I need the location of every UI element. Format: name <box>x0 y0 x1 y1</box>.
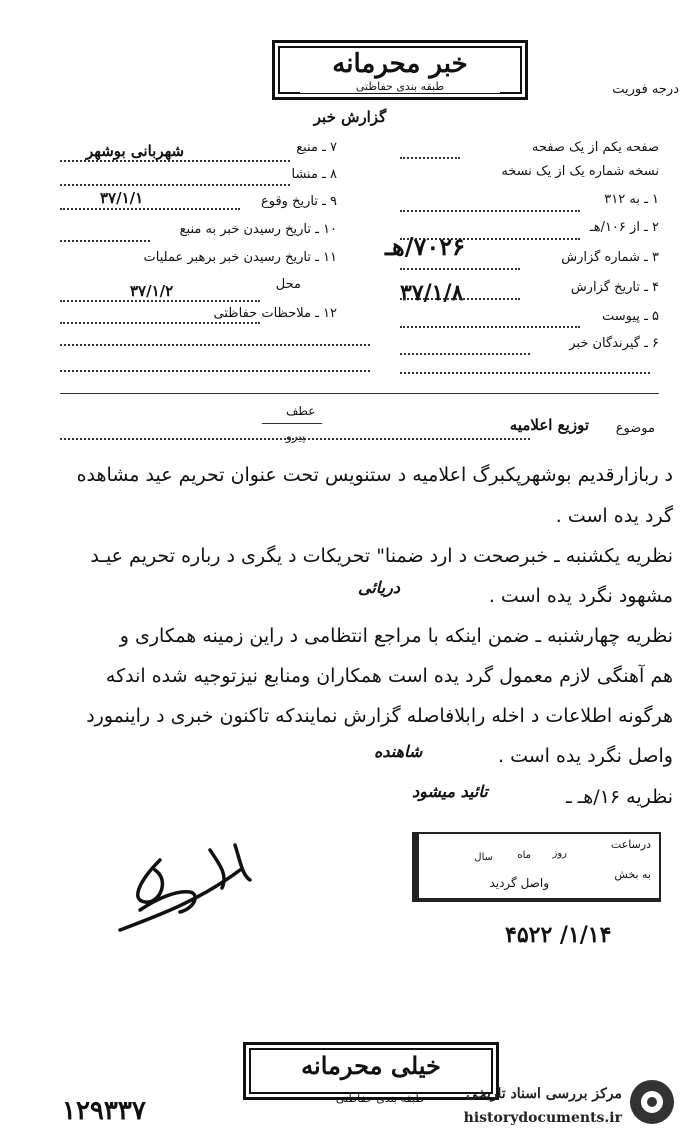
body-line-3: نظریه یکشنبه ـ خبرصحت د ارد ضمنا" تحریکات د یگری د رباره تحریم عیـد <box>90 545 673 567</box>
report-date-value: ۳۷/۱/۸ <box>400 280 464 306</box>
from-field: ۲ ـ از ۱۰۶/هـ <box>589 220 659 235</box>
peyro-label: پیرو <box>286 429 306 443</box>
footer-caption: طبقه بندی حفاظتی <box>335 1092 425 1105</box>
event-date-label: ۹ ـ تاریخ وقوع <box>260 194 337 209</box>
subject-label: موضوع <box>615 421 655 436</box>
report-number-value: ۷۰۲۶/هـ <box>385 232 466 261</box>
source-value: شهربانی بوشهر <box>86 142 185 160</box>
body-line-8: واصل نگرد یده است . <box>498 745 673 767</box>
place-value: ۳۷/۱/۲ <box>130 282 174 300</box>
handwritten-note-3: تائید میشود <box>412 782 488 801</box>
body-line-7: هرگونه اطلاعات د اخله رابلافاصله گزارش نمایندکه تاکنون خبری د راینمورد <box>86 705 673 727</box>
watermark-title: مرکز بررسی اسناد تاریخی <box>466 1086 622 1102</box>
archive-number: ۱۲۹۳۳۷ <box>62 1096 146 1126</box>
body-line-4: مشهود نگرد یده است . <box>488 585 673 607</box>
body-line-5: نظریه چهارشنبه ـ ضمن اینکه با مراجع انتظامی د راین زمینه همکاری و <box>119 625 673 647</box>
receipt-day: روز <box>552 848 567 859</box>
report-date-label: ۴ ـ تاریخ گزارش <box>570 280 659 295</box>
registration-number: ۴۵۲۲ /۱/۱۴ <box>505 922 612 948</box>
classification-caption: طبقه بندی حفاظتی <box>300 80 500 93</box>
receipt-stamp <box>412 832 661 902</box>
atf-label: عطف <box>286 404 316 418</box>
classification-stamp-text: خبر محرمانه <box>332 49 468 79</box>
body-line-1: د ربازارقدیم بوشهرپکبرگ اعلامیه د ستنویس تحت عنوان تحریم عید مشاهده <box>76 464 673 486</box>
receipt-received: واصل گردید <box>489 876 549 890</box>
signature-scribble <box>100 830 260 940</box>
handwritten-note-1: دریائی <box>358 578 400 597</box>
event-date-value: ۳۷/۱/۱ <box>100 189 144 207</box>
urgency-label: درجه فوریت <box>612 82 679 97</box>
page-field: صفحه یکم از یک صفحه <box>531 140 659 155</box>
header-separator <box>60 393 659 394</box>
handwritten-note-2: شاهنده <box>374 742 423 761</box>
body-line-9: نظریه ۱۶/هـ ـ <box>566 786 673 808</box>
report-number-label: ۳ ـ شماره گزارش <box>561 250 659 265</box>
watermark-logo <box>630 1080 674 1124</box>
origin-label: ۸ ـ منشا <box>291 167 337 182</box>
to-field: ۱ ـ به ۳۱۲ <box>604 192 659 207</box>
received-source-label: ۱۰ ـ تاریخ رسیدن خبر به منبع <box>179 222 337 237</box>
receipt-time: درساعت <box>610 838 651 851</box>
recipients-field: ۶ ـ گیرندگان خبر <box>569 336 659 351</box>
receipt-month: ماه <box>517 850 531 861</box>
receipt-dept: به بخش <box>614 868 651 881</box>
body-line-6: هم آهنگی لازم معمول گرد یده است همکاران ومنابع نیزتوجیه شده اندکه <box>105 665 673 687</box>
subject-value: توزیع اعلامیه <box>509 416 589 434</box>
source-label: ۷ ـ منبع <box>296 140 337 155</box>
footer-stamp-text: خیلی محرمانه <box>301 1051 441 1080</box>
security-notes-label: ۱۲ ـ ملاحظات حفاظتی <box>213 306 337 321</box>
copy-field: نسخه شماره یک از یک نسخه <box>501 164 659 179</box>
form-title: گزارش خبر <box>313 108 387 126</box>
body-line-2: گرد یده است . <box>555 505 673 527</box>
watermark-url: historydocuments.ir <box>463 1110 622 1126</box>
place-label: محل <box>275 277 301 292</box>
receipt-year: سال <box>474 852 493 863</box>
attachment-field: ۵ ـ پیوست <box>602 309 659 324</box>
received-chief-label: ۱۱ ـ تاریخ رسیدن خبر برهبر عملیات <box>143 250 337 265</box>
